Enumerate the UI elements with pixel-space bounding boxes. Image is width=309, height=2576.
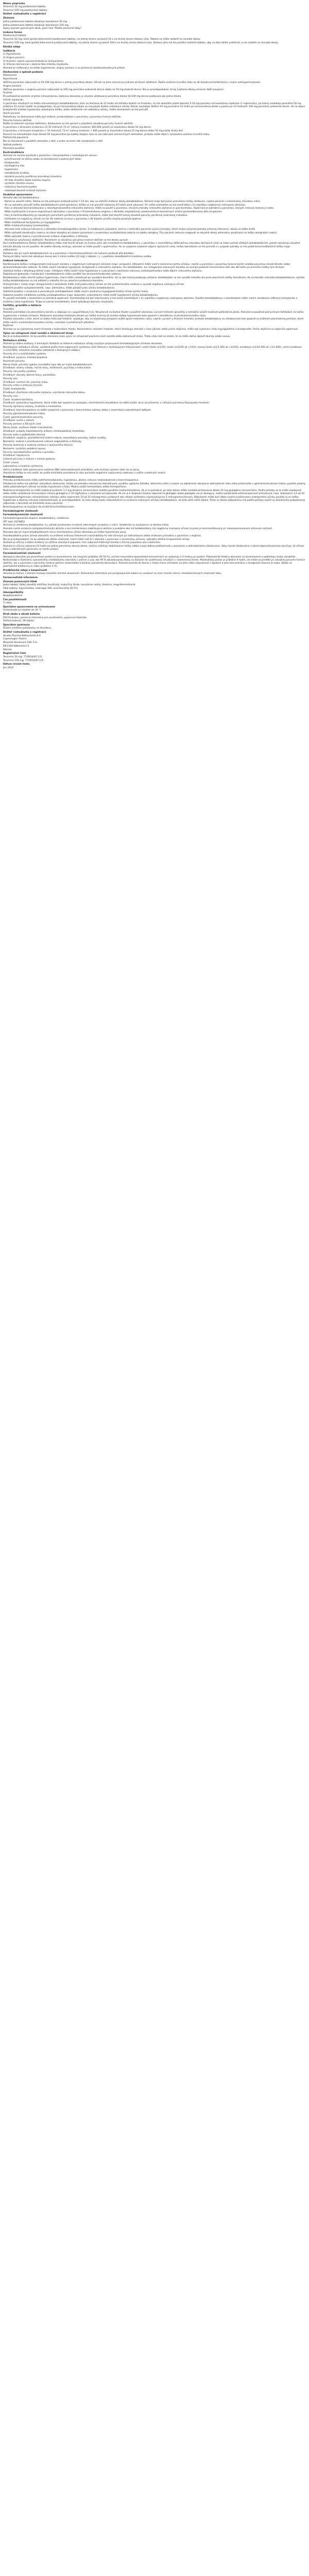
- section-text: Zriedkavé: bronchospazmus sa môže vyskytnúť u pacientov s bronchiálnou astmou alebo s anamnézou astmatických ťažkostí.: [3, 409, 151, 412]
- section-text: Poruchy dýchacej sústavy, hrudníka a mediastína: [3, 405, 61, 409]
- section-heading: Liekova forma: [3, 31, 22, 35]
- section-text: Gravidita: [3, 308, 14, 311]
- section-heading: Druh obalu a obsah balenia: [3, 613, 40, 616]
- section-text: Atenolol ako iné betablokátory:: [3, 197, 40, 200]
- section-text: Časté: gastrointestinálne poruchy.: [3, 416, 43, 419]
- section-text: Poruchy srdca a srdcovej činnosti: [3, 384, 42, 387]
- section-text: Jún 2023: [3, 666, 14, 669]
- section-text: Psychické poruchy: [3, 360, 25, 363]
- section-text: Atenolol sa nesmie používať u pacientov s ktorýmkoľvek z nasledujúcich stavov:: [3, 154, 98, 157]
- section-heading: Osobitné upozornenia: [3, 193, 32, 196]
- section-text: Betablokátory môžu zhoršiť spätnú hypertenziu, ktorá môže nasledovať po vysadení klonidínu. Ak sa obe liečivá podávajú súčasne, betablokátor sa má vysadiť niekoľko dní pred ukončením liečby klonidínom. Ak sa klonidín nahrádza betablokátorom, začatie liečby betablokátorom sa má oddialiť o niekoľko dní po ukončení podávania klonidínu.: [3, 277, 305, 283]
- section-text: Veľkosť balenia: 28 tabliet.: [3, 620, 35, 623]
- section-text: 2) Angina pectoris.: [3, 56, 26, 59]
- section-text: Atenolol je účinný najmenej 24 hodín po jednej perorálnej dennej dávke. Liečivo uľahčuje dodržiavanie liečby vďaka svojej dobrej znášanlivosti u pacientov a jednoduchému dávkovaniu. Úzky rozsah dávkovania a skorá odpoveď pacienta zaručujú, že účinok lieku u jednotlivých pacientov sa rýchlo prejaví.: [3, 545, 304, 551]
- section-text: Atenolol prechádza cez placentárnu bariéru a objavuje sa v pupočníkovej krvi. Nevykonali sa žiadne štúdie s použitím atenololu v prvom trimestri gravidity a nemožno vylúčiť možnosť poškodenia plodu. Atenolol sa používal pod prísnym dohľadom na liečbu hypertenzie v treťom trimestri. Podávanie atenololu tehotným ženám pri liečbe miernej až stredne ťažkej hypertenzie bolo spojené s retardáciou vnútromaternicového rastu.: [3, 311, 304, 317]
- section-text: Obal tablety: hypromelóza, makrogol 300, oxid titaničitý (E171).: [3, 587, 79, 590]
- section-text: - Vzhľadom na negatívny účinok na čas AV vedenia sa musí u pacientov s AV blokom prvého stupňa používať opatrne.: [3, 217, 142, 221]
- section-text: Dávkovanie: [3, 74, 17, 77]
- section-text: - Atenolol zníži srdcovú frekvenciu v dôsledku farmakologického účinku. V zriedkavých prípadoch, keď sa u liečeného pacienta vyvinú príznaky, ktoré možno pripísať pomalej srdcovej frekvencii, dávka sa môže znížiť.: [3, 228, 256, 231]
- section-text: Atenolol je účinný a dobre znášaný vo väčšine etnických populácií, hoci odpoveď môže byť menšia u čiernej populácie ako u belochov.: [3, 541, 161, 545]
- section-text: Žiadne zvláštne požiadavky na likvidáciu.: [3, 627, 52, 630]
- section-text: Pri použití anestetík s atenololom je potrebná opatrnosť. Anesteziológ má byť informovaný a má zvoliť anestetikum s čo najnižšou negatívnou inotropnou aktivitou. Použitie betablokátorov s anestetikami môže viesť k zoslabeniu reflexnej tachykardie a zvýšeniu rizika hypotenzie. Treba sa vyhnúť anestetikám, ktoré spôsobujú depresiu myokardu.: [3, 297, 298, 303]
- section-heading: Inkompatibility: [3, 591, 24, 594]
- section-heading: Dávkovanie a spôsob podania: [3, 71, 43, 74]
- section-text: - Môže modifikovať tachykardiu pri hypoglykémii.: [3, 221, 61, 224]
- section-text: Uchovávajte pri teplote do 30 °C.: [3, 609, 42, 612]
- section-text: Poruchy oka: [3, 377, 18, 380]
- section-text: Infarkt myokardu: [3, 98, 24, 101]
- section-text: Atenolol je selektívny betablokátor (t.j. pôsobí prednostne na beta1 adrenergné receptory v srdci). Selektivita sa zvyšujúcou sa dávkou klesá.: [3, 524, 169, 527]
- section-text: Väčšina pacientov odpovedá na 50-100 mg denne v jednej perorálnej dávke. Účinok sa plne rozvinie po jednom až dvoch týždňoch. Ďalšie zníženie krvného tlaku sa dá dosiahnuť kombináciou s inými antihypertenzívami.: [3, 81, 261, 84]
- section-heading: Názov prípravku: [3, 2, 25, 5]
- section-heading: Registračné čísla: [3, 652, 26, 655]
- section-heading: Farmaceutické informácie: [3, 576, 38, 579]
- section-text: Zriedkavé: posturálna hypotenzia, ktorá môže byť spojená so synkopou, intermitentná klaudikácia sa môže zvýšiť, ak je už prítomná, u citlivých pacientov Raynaudov fenomén.: [3, 402, 210, 405]
- section-text: - AV blok druhého alebo tretieho stupňa;: [3, 179, 51, 182]
- section-text: - precitlivenosť na liečivo alebo na ktorúkoľvek z pomocných látok;: [3, 158, 82, 161]
- section-text: - neliečený feochromocytóm;: [3, 186, 38, 189]
- section-text: Atenolol je indikovaný na liečbu hypertenzie, angíny pectoris a na prevenciu kardiovaskulárnych príhod.: [3, 67, 125, 70]
- section-text: Súbežné použitie s inzulínom a perorálnymi antidiabetikami môže viesť k zosilneniu hypoglykemického účinku týchto liekov.: [3, 290, 149, 293]
- section-text: - Môže maskovať prejavy tyreotoxikózy.: [3, 225, 49, 228]
- section-text: - hypotenzia;: [3, 168, 19, 172]
- section-heading: Čas použiteľnosti: [3, 598, 27, 601]
- section-text: Atenolol je liečivo, s ktorým existujú rozsiahle klinické skúsenosti. Relevantné informácie pre predpisujúceho lekára sú uvedené na inom mieste súhrnu charakteristických vlastností lieku.: [3, 572, 222, 575]
- section-heading: Zoznam pomocných látok: [3, 580, 37, 583]
- section-text: - metabolická acidóza;: [3, 172, 30, 175]
- section-text: Použitie atenololu u žien, ktoré sú alebo môžu byť tehotné, vyžaduje, aby sa očakávaný prospech zvážil oproti možnému riziku, najmä v prvom a druhom trimestri, pretože betablokátory vo všeobecnosti boli spojené so znížením placentárnej perfúzie, ktoré môže viesť k vnútromaternicovému úmrtiu, nezrelým a predčasným pôrodom.: [3, 318, 304, 324]
- section-text: Zriedkavé: sucho v ústach.: [3, 419, 35, 422]
- section-text: Poruchy kože a podkožného tkaniva: [3, 433, 45, 436]
- section-text: Perorálne použitie.: [3, 147, 25, 150]
- section-heading: Predklinické údaje o bezpečnosti: [3, 569, 47, 572]
- section-text: 1) Hypertenzia.: [3, 53, 22, 56]
- section-text: Súbežná liečba s dihydropyridínmi (napr. nifedipín) môže zvýšiť riziko hypotenzie a u pacientov s latentnou srdcovou nedostatočnosťou môže dôjsť k srdcovému zlyhaniu.: [3, 269, 203, 273]
- section-text: Spôsob podania: [3, 144, 22, 147]
- section-text: Atenolol sa vo významnej miere hromadí v materskom mlieku. Novorodenci narodení matkám, ktoré dostávajú atenolol v čase pôrodu alebo počas dojčenia, môžu byť vystavení riziku hypoglykémie a bradykardie. Počas dojčenia sa odporúča opatrnosť.: [3, 328, 299, 331]
- section-text: U pacientov s klírensom kreatinínu < 15 ml/min/1,73 m² (sérový kreatinín > 600 µmol/l) je maximálna dávka 25 mg denne alebo 50 mg každý druhý deň.: [3, 129, 184, 132]
- section-text: Antiarytmiká I. triedy (napr. dizopyramid) a amiodarón môžu mať potenciačný účinok na čas predsieňového vedenia a vyvolať negatívny inotropný účinok.: [3, 283, 185, 286]
- section-text: U pacientov vhodných na liečbu intravenóznym betablokátorom, ktorí sa dostavia do 12 hodín od začiatku bolesti na hrudníku, sa má okamžite podať atenolol 5-10 mg pomalou intravenóznou injekciou (1 mg/minútu), po ktorej nasleduje perorálne 50 mg približne 15 minút neskôr za predpokladu, že po intravenóznej dávke sa nevyskytli žiadne nežiaduce účinky. Potom nasleduje ďalších 50 mg perorálne 12 hodín po intravenóznej dávke a potom po 12 hodinách 100 mg perorálne jedenkrát denne. Ak sa objaví bradykardia a/alebo hypotenzia vyžadujúca liečbu, alebo akékoľvek iné nežiaduce účinky, liečba atenololom sa má prerušiť.: [3, 102, 305, 112]
- section-heading: Špeciálne opatrenia: [3, 624, 30, 627]
- section-text: Časté: studené končatiny.: [3, 398, 33, 401]
- section-text: Tenormin 50 mg potahované tablety: [3, 5, 46, 8]
- section-text: Menej časté: zvýšenie hladín transamináz.: [3, 426, 53, 429]
- section-text: Jadro tablety: ťažký zásaditý uhličitan horečnatý, kukuričný škrob, laurylsíran sodný, želatína, magnéziumstearát.: [3, 584, 136, 587]
- section-text: - bradykardia;: [3, 161, 20, 164]
- section-heading: Kontraindikácie: [3, 151, 24, 154]
- section-text: Atenolol nemá vnútornú sympatomimetickú aktivitu a ani membránovo stabilizujúcu aktivitu a podobne ako iné betablokátory má negatívny inotropný účinok (a preto je kontraindikovaný pri nekompenzovanom srdcovom zlyhaní).: [3, 528, 273, 531]
- section-text: Pacienti na hemodialýze majú dostať 50 mg perorálne po každej dialýze; toto sa má robiť pod nemocničným dohľadom, pretože môže dôjsť k výraznému poklesu krvného tlaku.: [3, 133, 210, 136]
- section-heading: Držiteľ rozhodnutia o registrácii: [3, 631, 46, 634]
- section-text: Dánsko: [3, 648, 12, 651]
- section-text: Požiadavky na dávkovanie môžu byť znížené, predovšetkým u pacientov s poruchou funkcie obličiek.: [3, 115, 122, 118]
- section-text: Angina pectoris: [3, 84, 22, 88]
- section-heading: Indikácie: [3, 49, 15, 53]
- section-text: Nie je pravdepodobné, že by použitie atenololu malo vplyv na schopnosť pacienta viesť vozidlá alebo obsluhovať stroje. Treba však mať na zreteli, že sa môžu občas objaviť závraty alebo únava.: [3, 335, 231, 338]
- section-text: Digitálisové glykozidy v kombinácii s betablokátormi môžu predĺžiť čas atrioventrikulárneho vedenia.: [3, 273, 122, 276]
- section-text: Nie sú skúsenosti s použitím atenololu u detí, a preto sa tento liek neodporúča u detí.: [3, 140, 104, 143]
- section-text: Poruchy reprodukčného systému a prsníkov: [3, 451, 55, 454]
- section-text: - Môže spôsobiť reakciu z precitlivenosti vrátane angioedému a žihľavky.: [3, 235, 89, 238]
- section-heading: Fertilita, gravidita a laktácia: [3, 304, 41, 308]
- section-text: Laboratórne a funkčné vyšetrenia: [3, 465, 43, 468]
- section-text: Tenormin 50 mg: 77/0014/87-C/S: [3, 655, 42, 658]
- section-text: Neznáme: syndróm podobný lupusu.: [3, 447, 46, 450]
- section-text: - nekompenzované srdcové zlyhanie.: [3, 189, 47, 192]
- section-text: - Atenolol je vylučovaný obličkami. Pacientom so závažnou poruchou funkcie obličiek sa má dávka upraviť.: [3, 239, 129, 242]
- section-text: Absorpcia atenololu po perorálnom podaní je konzistentná, ale neúplná (približne 40-50 %), pričom maximálne plazmatické koncentrácie sa vyskytujú 2-4 hodiny po podaní. Plazmatické hladiny atenololu sú konzistentné a podliehajú malej variabilite. Nedochádza k žiadnemu významnému metabolizmu atenololu v pečeni a viac ako 90 % absorbovanej dávky sa dostane do systémovej cirkulácie v nezmenenej forme. Plazmatický polčas je približne 6 hodín, ale môže sa predĺžiť pri závažnej poruche funkcie obličiek, ale u pacientov s poruchou funkcie pečene nedochádza k žiadnej významnej akumulácii. Atenolol preniká do tkanív v malej miere vzhľadom na jeho nízku rozpustnosť v lipidoch a jeho koncentrácia v mozgovom tkanive je nízka. Väzba na plazmatické bielkoviny je nízka (približne 3 %).: [3, 555, 305, 568]
- section-heading: Dátum revízie textu: [3, 663, 30, 666]
- section-text: Tenormin 100 mg: biele guľaté bikonvexné potahované tablety, na jednej strane vyrazené 100 a na druhej strane deliaca ryha. Deliaca ryha má iba pomôcť rozlomiť tabletu, aby sa dala ľahšie prehltnúť, a nie rozdeliť na rovnaké dávky.: [3, 42, 279, 45]
- section-text: Dojčenie: [3, 325, 13, 328]
- section-text: Neaplikovateľné.: [3, 595, 23, 598]
- section-text: Tenormin 50 mg: biele guľaté bikonvexné potahované tablety, na jednej strane vyrazené 50 a na druhej strane deliaca ryha. Tableta sa môže rozdeliť na rovnaké dávky.: [3, 38, 201, 41]
- section-text: - závažné poruchy periférnej arteriálnej cirkulácie;: [3, 175, 62, 178]
- section-text: - Nemá sa ukončiť náhle. Dávka sa má postupne znižovať počas 7-14 dní, aby sa uľahčilo zníženie dávky betablokátora. Pacienti majú byť počas prerušenia liečby sledovaní, najmä pacienti s ischemickou chorobou srdca.: [3, 200, 261, 203]
- section-text: Súbežné použitie inhibítorov syntézy prostaglandínov (napr. ibuprofén, indometacín) môže znížiť hypotenzné účinky betablokátorov.: [3, 294, 159, 297]
- section-text: Nie je pravdepodobné, že by akékoľvek ďalšie vlastnosti, ktoré môže mať S(-) atenolol v porovnaní s racemickou zmesou, spôsobili odlišné terapeutické účinky.: [3, 538, 190, 541]
- section-text: Poruchy krvi a lymfatického systému: [3, 353, 46, 356]
- section-text: Nadmerná bradykardia sa môže zvládnuť podaním 1-2 mg atropínu intravenózne a/alebo použitím kardiostimulátora. Ak je to potrebné, po tejto dávke môže nasledovať bolusová dávka 10 mg glukagónu intravenózne. Podľa potreby sa to môže zopakovať alebo môže nasledovať intravenózna infúzia glukagónu 1-10 mg/hodinu v závislosti od odpovede. Ak nie je k dispozícii žiadna odpoveď na glukagón alebo glukagón nie je dostupný, možno podať beta-adrenoceptorové stimulanciá, napr. dobutamín 2,5 až 10 mikrogramov/kg/minútu intravenóznou infúziou alebo izoprenalín 10 až 25 mikrogramov podaných ako infúzia rýchlosťou neprevyšujúcou 5 mikrogramov/minútu. Dobutamín môže byť vďaka svojmu pozitívnemu inotropnému účinku použitý aj na liečbu hypotenzie a akútnej srdcovej nedostatočnosti. Je pravdepodobné, že tieto dávky budú nedostatočné na zvrátenie srdcových účinkov betablokátora, ak bola užitá veľká dávka. Preto sa dávka dobutamínu má podľa potreby zvýšiť na dosiahnutie požadovanej odpovede v závislosti od klinického stavu pacienta.: [3, 489, 305, 505]
- section-text: Jedna potahovaná tableta obsahuje atenololum 100 mg.: [3, 24, 70, 27]
- document-page: [3, 2, 306, 2576]
- section-text: Potahovaná tableta.: [3, 35, 27, 38]
- section-text: Poruchy pečene a žlčových ciest: [3, 423, 41, 426]
- section-text: Tenormin 100 mg potahované tablety: [3, 9, 47, 12]
- section-text: - syndróm chorého sínusu;: [3, 182, 35, 185]
- section-text: ATC kód: C07AB03: [3, 520, 25, 523]
- section-text: 4) Včasná intervencia v akútnej fáze infarktu myokardu.: [3, 63, 69, 66]
- section-text: Pediatrická populácia: [3, 137, 28, 140]
- section-text: Menej časté: poruchy spánku rovnakého typu ako pri iných betablokátoroch.: [3, 363, 93, 366]
- section-text: - Môže spôsobiť závažnejšiu reakciu na rôzne alergény pri podaní pacientom s anamnézou anafylaktickej reakcie na takéto alergény. Títo pacienti nemusia reagovať na obvyklé dávky adrenalínu používané na liečbu alergických reakcií.: [3, 232, 278, 235]
- section-heading: Nežiaduce účinky: [3, 340, 27, 343]
- section-text: 3) Arytmie, najmä supraventrikulárne tachyarytmie.: [3, 60, 64, 63]
- section-text: Arytmie: [3, 92, 12, 95]
- section-heading: Farmakodynamické vlastnosti: [3, 514, 43, 517]
- section-heading: Vplyv na schopnosť viesť vozidlá a obsluhovať stroje: [3, 332, 74, 335]
- section-text: Zriedkavé: zhoršenie srdcového zlyhania, urýchlenie srdcového bloku.: [3, 392, 85, 394]
- section-text: Po počiatočnej kontrole arytmie intravenóznou injekciou atenololu je vhodná udržiavacia perorálna dávka 50-100 mg denne podávaná ako jedna dávka.: [3, 95, 182, 98]
- section-text: Pravdepodobne práve účinok atenololu na zníženie srdcovej frekvencie a kontraktility ho robí účinným pri odstraňovaní alebo znižovaní príznakov u pacientov s angínou.: [3, 534, 202, 537]
- section-text: - Môže zvýšiť počet a trvanie anginóznych záchvatov u pacientov s Prinzmetalovou angínou v dôsledku nepotlačenej vazokonstrikcie koronárnych artérií sprostredkovanej alfa-receptormi.: [3, 211, 222, 214]
- section-text: Príznaky predávkovania môžu zahŕňať bradykardiu, hypotenziu, akútnu srdcovú nedostatočnosť a bronchospazmus.: [3, 479, 139, 482]
- section-text: Pomocné látky: tento liek obsahuje menej ako 1 mmol sodíka (23 mg) v tablete, t.j. v podstate zanedbateľné množstvo sodíka.: [3, 256, 152, 259]
- section-text: Zriedkavé: zmeny nálady, nočné mory, zmätenosť, psychózy a halucinácie.: [3, 367, 92, 370]
- section-text: Kombinovaná liečba s antagonistami kalciových kanálov s negatívnym inotropným účinkom (napr. verapamil, diltiazem) môže viesť k zosilneniu týchto účinkov, najmä u pacientov s poruchou funkcie komôr a/alebo poruchou sinoatriálneho alebo atrioventrikulárneho vedenia. To môže viesť k závažnej hypotenzii, bradykardii a srdcovému zlyhaniu. Ani betablokátor, ani antagonista kalciových kanálov sa nemajú podávať intravenózne skôr ako 48 hodín po prerušení liečby tým druhým.: [3, 263, 290, 269]
- section-text: Súbežné použitie sympatomimetík, napr. adrenalínu, môže pôsobiť proti účinku betablokátorov.: [3, 286, 115, 290]
- section-text: Nasledujúce nežiaduce účinky, uvedené podľa tried orgánových systémov, boli hlásené s nasledujúcimi frekvenciami: veľmi časté (≥1/10), časté (≥1/100 až <1/10), menej časté (≥1/1 000 až <1/100), zriedkavé (≥1/10 000 až <1/1 000), veľmi zriedkavé (<1/10 000), neznáme (nemožno odhadnúť z dostupných údajov).: [3, 346, 302, 352]
- section-text: Tenormin 100 mg: 77/0015/87-C/S: [3, 659, 44, 662]
- section-text: DK-2300 København S: [3, 645, 29, 648]
- section-text: Bronchospazmus sa zvyčajne dá zvrátiť bronchodilatanciami.: [3, 505, 75, 509]
- section-text: Zriedkavé: suchosť očí, poruchy zraku.: [3, 381, 48, 384]
- section-text: Atenolol je dobre znášaný. V klinických štúdiách sú hlásené nežiaduce účinky zvyčajne pripisované farmakologickým účinkom atenololu.: [3, 343, 163, 346]
- section-heading: Špeciálne upozornenia na uchovávanie: [3, 606, 55, 608]
- section-text: Časté: únava.: [3, 461, 20, 464]
- section-heading: Farmakokinetické vlastnosti: [3, 552, 41, 555]
- section-text: Väčšina pacientov s angínou pectoris odpovedá na 100 mg perorálne jedenkrát denne alebo na 50 mg dvakrát denne. Nie je pravdepodobné, že by zvýšenie dávky prinieslo ďalší prospech.: [3, 88, 225, 91]
- section-text: Podobne ako pri iných betablokátoroch sa u pacientov s feochromocytómom má súčasne podávať alfa-blokátor.: [3, 252, 134, 255]
- section-text: Starší pacienti: [3, 112, 20, 115]
- section-text: Všeobecná liečba má zahŕňať: starostlivé sledovanie, liečbu na jednotke intenzívnej starostlivosti, použitie výplachu žalúdka, aktívneho uhlia a laxatív na zabránenie absorpcie akéhokoľvek lieku stále prítomného v gastrointestinálnom trakte, použitie plazmy alebo plazmatických náhrad na liečbu hypotenzie a šoku. Možno zvážiť hemodialýzu alebo hemoperfúziu.: [3, 483, 306, 489]
- section-text: Celkové poruchy a reakcie v mieste podania: [3, 458, 55, 461]
- section-text: Poruchy ciev: [3, 395, 18, 398]
- section-text: - kardiogénny šok;: [3, 165, 25, 168]
- section-text: Veľmi zriedkavé: bolo pozorované zvýšenie ANA (antinukleárnych protilátok), jeho klinický význam však nie je jasný.: [3, 468, 140, 471]
- section-heading: Kliniká údaje: [3, 45, 21, 48]
- section-text: Zriedkavé: purpura, trombocytopénia.: [3, 357, 48, 360]
- section-text: Atnahs Pharma Netherlands B.V.: [3, 634, 41, 637]
- section-text: Copenhagen Towers: [3, 638, 27, 641]
- section-text: Farmakoterapeutická skupina: betablokátory, selektívne: [3, 517, 69, 520]
- section-text: 5 rokov.: [3, 602, 12, 605]
- section-text: Poruchy nervového systému: [3, 370, 37, 374]
- section-text: Hypertenzia: [3, 78, 18, 81]
- section-text: - Hoci je kontraindikovaný pri závažných poruchách periférnej arteriálnej cirkulácie, môže tiež zhoršiť menej závažné poruchy periférnej arteriálnej cirkulácie.: [3, 214, 188, 217]
- section-heading: Farmakologické vlastnosti: [3, 510, 38, 513]
- section-heading: Predávkovanie: [3, 476, 23, 479]
- section-text: Poruchy gastrointestinálneho traktu: [3, 412, 45, 415]
- section-text: Jedna potahovaná tableta obsahuje atenololum 50 mg.: [3, 20, 68, 23]
- section-text: Ukončenie liečby sa má zvážiť, ak podľa klinického posúdenia je stav pacienta negatívne ovplyvnený niektorou z vyššie uvedených reakcií.: [3, 472, 166, 475]
- section-heading: Liekové interakcie: [3, 260, 28, 263]
- section-text: Ørestads Boulevard 108, 5.tv: [3, 641, 38, 645]
- section-text: - Hoci je atenolol kontraindikovaný u nekompenzovaného srdcového zlyhania, môže sa použiť u pacientov, ktorých príznaky srdcového zlyhania sú pod kontrolou. Opatrnosť je potrebná u pacientov, ktorých srdcová rezerva je nízka.: [3, 207, 274, 210]
- section-text: Neznáme: reakcie z precitlivenosti vrátane angioedému a žihľavky.: [3, 440, 82, 444]
- section-text: Poruchy kostrovej a svalovej sústavy a spojivového tkaniva: [3, 444, 73, 447]
- section-text: Zriedkavé: impotencia.: [3, 454, 30, 457]
- section-text: Zriedkavé: prípady hepatotoxicity vrátane intrahepatálnej cholestázy.: [3, 430, 85, 433]
- section-heading: Zloženie: [3, 17, 14, 20]
- section-text: Keďže sa atenolol vylučuje obličkami, dávkovanie sa má upraviť v prípadoch závažnej poruchy funkcie obličiek.: [3, 123, 134, 126]
- section-text: Hoci kardioselektívne (beta1) betablokátory môžu mať menší účinok na funkciu pľúc ako neselektívne betablokátory, u pacientov s reverzibilnou obštrukčnou chorobou dýchacích ciest sa treba vyhnúť všetkým betablokátorom, pokiaľ neexistujú závažné klinické dôvody na ich použitie. Ak takéto dôvody existujú, atenolol sa môže použiť s opatrnosťou. Ak sa vyskytne zvýšenie odporu dýchacích ciest, liečba atenololom sa má prerušiť a v prípade potreby sa má podať bronchodilatačná liečba (napr. salbutamol).: [3, 242, 300, 251]
- section-text: Rovnako ako pri iných betablokátoroch nie je mechanizmus účinku atenololu pri liečbe hypertenzie jasný.: [3, 531, 127, 534]
- section-text: Zriedkavé: alopécia, psoriatiformné kožné reakcie, exacerbácia psoriázy, kožné vyrážky.: [3, 437, 107, 440]
- section-text: U pacientov s klírensom kreatinínu 15-35 ml/min/1,73 m² (sérový kreatinín 300-600 µmol/l) je maximálna dávka 50 mg denne.: [3, 126, 152, 129]
- section-text: Úplný zoznam pomocných látok, pozri časť "Ďalšie pomocné látky".: [3, 27, 82, 30]
- section-text: - Ak sa rozhodne prerušiť liečbu betablokátormi pred operáciou, liečba sa má prerušiť najmenej 24 hodín pred výkonom. Pri voľbe anestetika sa má zvoliť látka s čo najnižšou negatívnou inotropnou aktivitou.: [3, 204, 246, 207]
- section-text: PVC/Al blister, písomná informácia pre používateľa, papierová škatuľka.: [3, 616, 88, 619]
- section-text: Časté: bradykardia.: [3, 388, 26, 391]
- section-heading: Držiteľ rozhodnutia o registrácii: [3, 13, 46, 16]
- section-text: Zriedkavé: závraty, bolesti hlavy, parestézia.: [3, 374, 56, 377]
- section-text: Porucha funkcie obličiek: [3, 119, 32, 122]
